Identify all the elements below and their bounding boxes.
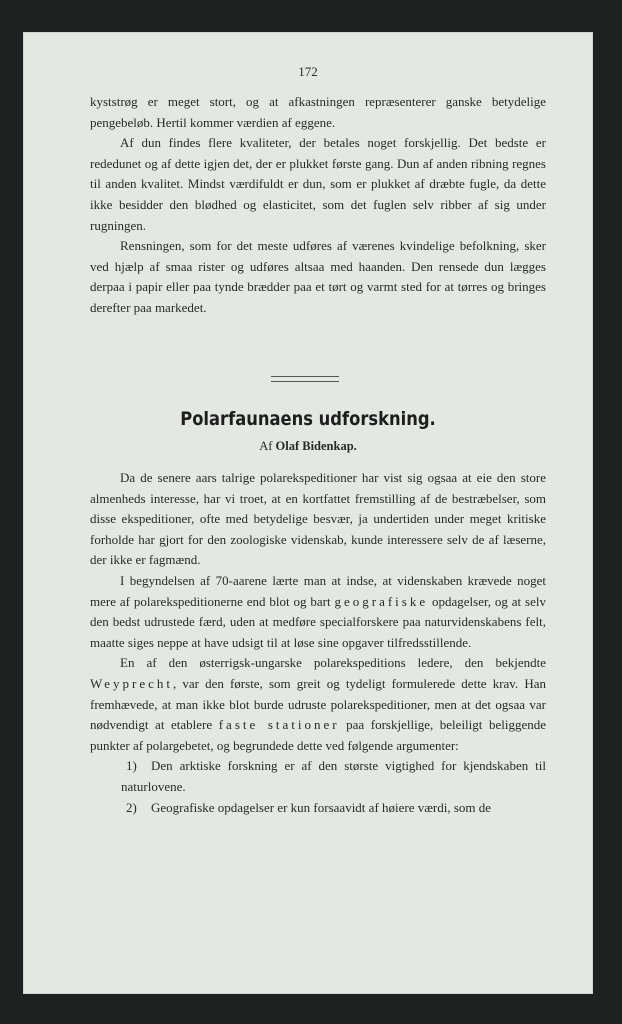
article-author <box>23 439 593 454</box>
text-run: opdagelser, og at selv den bedst udrustede færd, uden at medføre specialforskere paa naturvidenskabens felt, maatte siges neppe at have udsigt til at løse sine opgaver tilfredsstillende. <box>90 593 546 650</box>
author-prefix: Af <box>259 439 273 453</box>
text-run: En af den østerrigsk-ungarske polarekspeditions ledere, den bekjendte <box>120 655 546 671</box>
article-title: Polarfaunaens udforskning. <box>180 408 436 430</box>
spaced-text: geografiske <box>334 593 429 609</box>
list-number: 2) <box>126 799 137 815</box>
paragraph: Da de senere aars talrige polarekspeditioner har vist sig ogsaa at eie den store almenheds interesse, har vi troet, at en kortfattet fremstilling af de bestræbelser, som disse ekspeditioner, ofte med betydelige besvær, ja undertiden under meget kritiske forholde har gjort for den zoologiske videnskab, kunde interessere selv de af læserne, der ikke er fagmænd. <box>90 470 546 568</box>
paragraph: Af dun findes flere kvaliteter, der betales noget forskjellig. Det bedste er rededunet og af dette igjen det, der er plukket første gang. Dun af anden ribning regnes til anden kvalitet. Mindst værdifuldt er dun, som er plukket af dræbte fugle, da dette ikke besidder den blødhed og elasticitet, som det fuglen selv ribber af sig under rugningen. <box>90 135 546 233</box>
paragraph: Rensningen, som for det meste udføres af værenes kvindelige befolkning, sker ved hjælp af smaa rister og udføres altsaa med haanden. Den rensede dun lægges derpaa i papir eller paa tynde brædder paa et tørt og varmt sted for at tørres og bringes derefter paa markedet. <box>90 238 546 315</box>
previous-article-continuation <box>90 92 546 319</box>
paragraph: kyststrøg er meget stort, og at afkastningen repræsenterer ganske betydelige pengebeløb. Hertil kommer værdien af eggene. <box>90 94 546 130</box>
author-name: Olaf Bidenkap. <box>275 439 357 453</box>
list-text: Geografiske opdagelser er kun forsaavidt af høiere værdi, som de <box>151 799 492 815</box>
spaced-text: faste stationer <box>218 717 340 733</box>
list-text: Den arktiske forskning er af den største vigtighed for kjendskaben til naturlovene. <box>121 758 546 794</box>
spaced-text: Weyprecht <box>90 675 173 691</box>
text-run: , var den første, som greit og tydeligt formulerede dette krav. Han fremhævede, at man ikke blot burde udruste polarekspeditioner, men at det ogsaa var nødvendigt at etablere <box>90 675 546 733</box>
list-item <box>90 756 546 797</box>
list-item <box>90 798 546 819</box>
section-separator <box>271 376 339 382</box>
paragraph <box>90 653 546 756</box>
text-run: I begyndelsen af 70-aarene lærte man at indse, at videnskaben krævede noget mere af polarekspeditionerne end blot og bart <box>90 572 546 609</box>
paragraph <box>90 571 546 653</box>
list-number: 1) <box>126 758 137 774</box>
article-body <box>90 468 546 818</box>
document-page <box>23 32 593 994</box>
text-run: paa forskjellige, beleiligt beliggende punkter af polargebetet, og begrundede dette ved følgende argumenter: <box>90 717 546 753</box>
page-number: 172 <box>298 64 318 79</box>
